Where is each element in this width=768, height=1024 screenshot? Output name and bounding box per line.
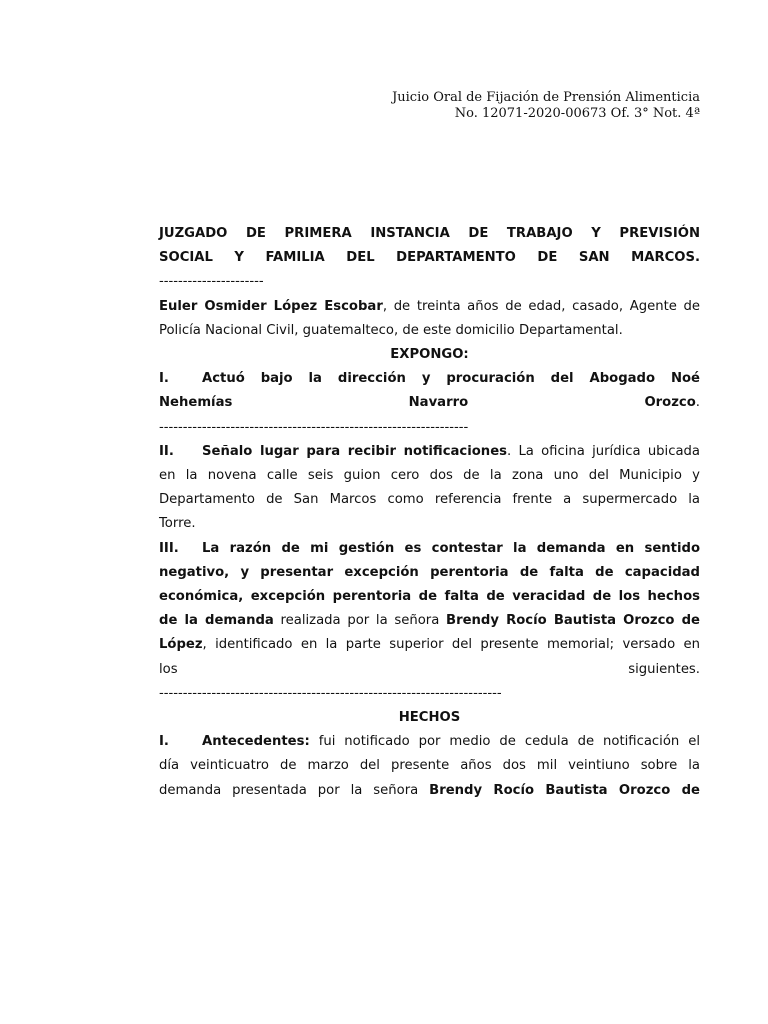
intro-line-2: Policía Nacional Civil, guatemalteco, de este domicilio Departamental.	[159, 322, 623, 338]
hechos-heading: HECHOS	[398, 710, 461, 726]
section-number: III.	[159, 540, 179, 556]
section-3-line-4	[159, 609, 700, 633]
section-text: Actuó bajo la dirección y procuración del Abogado Noé	[202, 371, 700, 387]
section-text: La razón de mi gestión es contestar la demanda en sentido	[202, 540, 700, 556]
intro-line-1	[159, 295, 700, 319]
section-text: realizada por la señora	[273, 613, 447, 629]
case-header	[392, 90, 700, 122]
defendant-name: Brendy Rocío Bautista Orozco de	[446, 613, 700, 629]
section-bold-text: Señalo lugar para recibir notificaciones	[202, 443, 507, 459]
dash-separator: ------------------------------------------------------------------------	[159, 685, 502, 701]
defendant-name-cont: López	[159, 637, 203, 653]
intro-text: , de treinta años de edad, casado, Agente de	[382, 298, 700, 314]
defendant-name: Brendy Rocío Bautista Orozco de	[429, 782, 700, 798]
section-bold-text: de la demanda	[159, 613, 274, 629]
section-1-line-2	[159, 391, 700, 415]
case-number: No. 12071-2020-00673 Of. 3° Not. 4ª	[454, 106, 700, 121]
section-number: I.	[159, 371, 169, 387]
document-body	[159, 222, 700, 803]
section-text: .	[695, 395, 700, 411]
section-text: . La oficina jurídica ubicada	[507, 443, 700, 459]
hecho-1-line-3	[159, 779, 700, 803]
dash-separator: ----------------------	[159, 274, 264, 290]
section-text: fui notificado por medio de cedula de notificación el	[309, 734, 700, 750]
section-3-line-2: negativo, y presentar excepción perentoria de falta de capacidad	[159, 564, 700, 580]
section-number: II.	[159, 443, 174, 459]
dash-separator: -----------------------------------------------------------------	[159, 419, 469, 435]
lawyer-name: Nehemías Navarro Orozco	[159, 395, 696, 411]
section-3-line-5	[159, 633, 700, 657]
court-line-1: JUZGADO DE PRIMERA INSTANCIA DE TRABAJO Y PREVISIÓN	[159, 226, 700, 241]
section-text: , identificado en la parte superior del presente memorial; versado en	[202, 637, 700, 653]
section-2-line-1	[159, 440, 700, 464]
expongo-heading: EXPONGO:	[390, 347, 469, 363]
section-1-line-1	[159, 367, 700, 391]
section-bold-text: Antecedentes:	[202, 734, 310, 750]
hecho-1-line-2: día veinticuatro de marzo del presente años dos mil veintiuno sobre la	[159, 758, 700, 774]
section-2-line-4: Torre.	[159, 516, 196, 532]
court-line-2: SOCIAL Y FAMILIA DEL DEPARTAMENTO DE SAN MARCOS.	[159, 250, 700, 266]
section-3-line-6: los siguientes.	[159, 661, 700, 677]
plaintiff-name: Euler Osmider López Escobar	[159, 298, 383, 314]
section-text: demanda presentada por la señora	[159, 782, 430, 798]
section-3-line-1	[159, 537, 700, 561]
section-2-line-2: en la novena calle seis guion cero dos de la zona uno del Municipio y	[159, 468, 700, 484]
section-3-line-3: económica, excepción perentoria de falta de veracidad de los hechos	[159, 589, 700, 605]
section-number: I.	[159, 734, 169, 750]
section-2-line-3: Departamento de San Marcos como referencia frente a supermercado la	[159, 492, 700, 508]
case-title: Juicio Oral de Fijación de Prensión Alimenticia	[392, 90, 700, 105]
hecho-1-line-1	[159, 730, 700, 754]
